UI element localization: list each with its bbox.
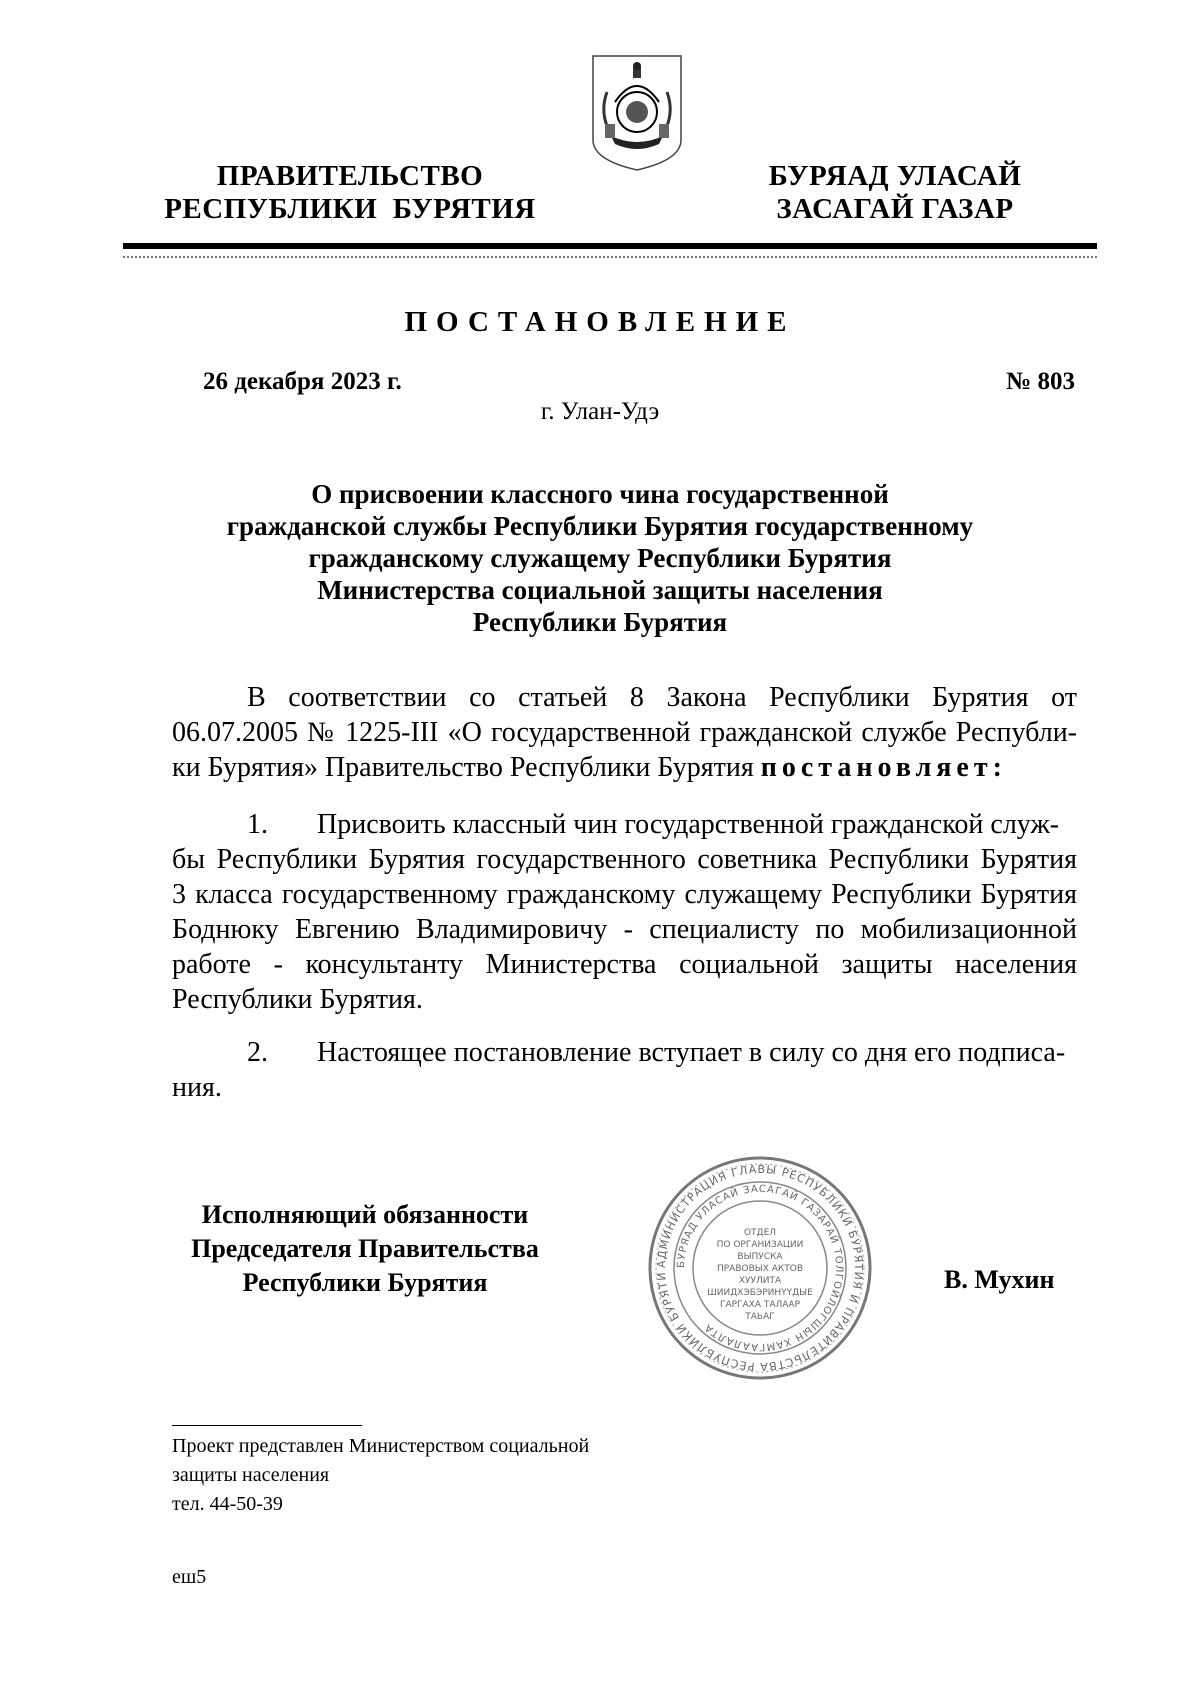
clause-line: ния. [172, 1072, 222, 1103]
title-line: гражданскому служащему Республики Бурятия [308, 543, 892, 573]
org-name-russian [160, 160, 540, 226]
seal-center-line: ГАРГАХА ТАЛААР [719, 1300, 801, 1310]
clause-line [172, 807, 1077, 842]
document-date: 26 декабря 2023 г. [203, 368, 402, 395]
seal-center-line: ПО ОРГАНИЗАЦИИ [716, 1240, 804, 1250]
signatory-position-line: Республики Бурятия [242, 1268, 488, 1297]
footer-note-line: тел. 44-50-39 [172, 1493, 283, 1515]
clause-line: 3 класса государственному гражданскому служащему Республики Бурятия [172, 879, 1077, 910]
preamble-line: 06.07.2005 № 1225-III «О государственной гражданской службе Республи- [172, 717, 1077, 748]
title-line: Республики Бурятия [472, 607, 728, 637]
clause-text: Настоящее постановление вступает в силу со дня его подписа- [317, 1037, 1066, 1068]
footer-note-line: защиты населения [172, 1464, 330, 1486]
footer-divider [172, 1425, 362, 1426]
title-line: О присвоении классного чина государственной [311, 479, 889, 509]
footer-note-line: Проект представлен Министерством социальной [172, 1435, 590, 1457]
seal-center-line: ТАЬАГ [745, 1312, 775, 1322]
document-type: ПОСТАНОВЛЕНИЕ [404, 306, 796, 338]
preamble-paragraph [172, 680, 1077, 785]
clause-2 [172, 1035, 1077, 1105]
clause-line: работе - консультанту Министерства социальной защиты населения [172, 949, 1077, 980]
signatory-name: В. Мухин [944, 1265, 1055, 1294]
seal-center-line: ВЫПУСКА [737, 1252, 783, 1262]
footer-note [172, 1432, 589, 1519]
document-city: г. Улан-Удэ [540, 398, 660, 425]
signatory-position [170, 1198, 560, 1300]
preamble-text: ки Бурятия» Правительство Республики Бурятия [172, 752, 754, 783]
document-number: № 803 [1006, 368, 1075, 395]
title-line: гражданской службы Республики Бурятия государственному [226, 511, 974, 541]
preamble-line [172, 750, 1077, 785]
document-title [160, 478, 1040, 638]
official-seal [645, 1153, 875, 1383]
decree-keyword: постановляет: [760, 752, 1007, 783]
seal-center-line: ШИИДХЭБЭРИНҮҮДЫЕ [707, 1288, 813, 1298]
seal-center-line: ПРАВОВЫХ АКТОВ [716, 1264, 804, 1274]
signatory-position-line: Председателя Правительства [191, 1234, 539, 1263]
org-name-buryat [745, 160, 1045, 226]
clause-line: Республики Бурятия. [172, 984, 423, 1015]
org-name-buryat-line1: БУРЯАД УЛАСАЙ [768, 160, 1022, 192]
document-code: еш5 [172, 1566, 207, 1588]
signatory-position-line: Исполняющий обязанности [201, 1200, 529, 1229]
coat-of-arms-icon [589, 52, 685, 174]
org-name-russian-line2: РЕСПУБЛИКИ БУРЯТИЯ [164, 193, 536, 225]
clause-line: Боднюку Евгению Владимировичу - специалисту по мобилизационной [172, 914, 1077, 945]
clause-line: бы Республики Бурятия государственного советника Республики Бурятия [172, 844, 1077, 875]
seal-inner-text: БУРЯАД УЛАСАЙ ЗАСАГАЙ ГАЗАРАЙ ТОЛГОЙЛОГШЫН ХАМГААЛАЛТА [675, 1183, 845, 1353]
header-divider-thin [123, 256, 1097, 258]
org-name-buryat-line2: ЗАСАГАЙ ГАЗАР [776, 193, 1014, 225]
seal-center-line: ОТДЕЛ [743, 1228, 777, 1238]
org-name-russian-line1: ПРАВИТЕЛЬСТВО [216, 160, 484, 192]
seal-outer-text: АДМИНИСТРАЦИЯ ГЛАВЫ РЕСПУБЛИКИ БУРЯТИЯ И ПРАВИТЕЛЬСТВА РЕСПУБЛИКИ БУРЯТИ [654, 1162, 866, 1374]
clause-text: Присвоить классный чин государственной гражданской служ- [317, 809, 1060, 840]
seal-center-line: ХУУЛИТА [738, 1276, 782, 1286]
preamble-line: В соответствии со статьей 8 Закона Республики Бурятия от [247, 682, 1077, 713]
header-divider-thick [123, 243, 1097, 249]
title-line: Министерства социальной защиты населения [317, 575, 883, 605]
clause-1 [172, 807, 1077, 1017]
clause-number: 2. [247, 1037, 268, 1068]
clause-line [172, 1035, 1077, 1070]
clause-number: 1. [247, 809, 268, 840]
